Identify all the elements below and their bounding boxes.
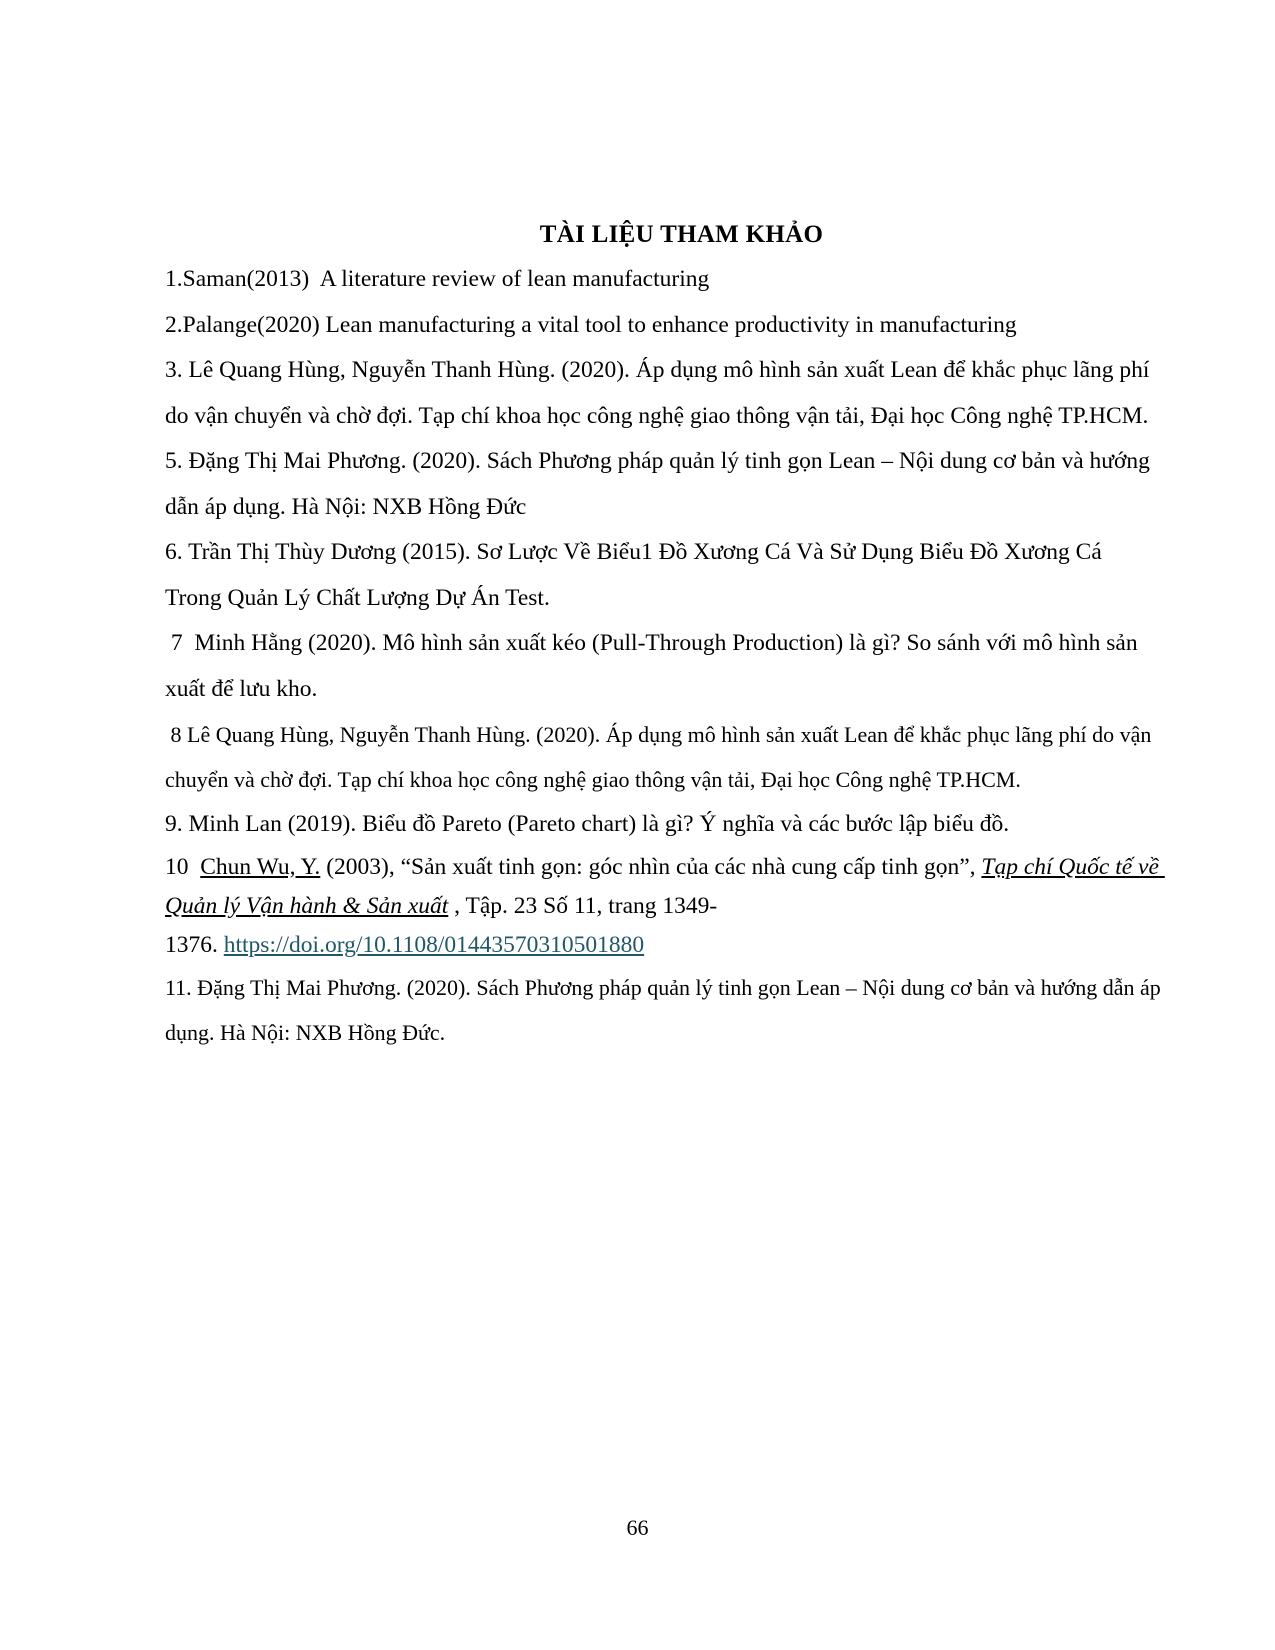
references-section [165,212,1167,1055]
reference-text: (2003), “Sản xuất tinh gọn: góc nhìn của các nhà cung cấp tinh gọn”, [320,853,982,880]
reference-item-8: 8 Lê Quang Hùng, Nguyễn Thanh Hùng. (2020). Áp dụng mô hình sản xuất Lean để khắc phục lãng phí do vận chuyển và chờ đợi. Tạp chí khoa học công nghệ giao thông vận tải, Đại học Công nghệ TP.HCM. [165,722,1157,792]
reference-item-6: 6. Trần Thị Thùy Dương (2015). Sơ Lược Về Biểu1 Đồ Xương Cá Và Sử Dụng Biểu Đồ Xương Cá Trong Quản Lý Chất Lượng Dự Án Test. [165,539,1108,611]
reference-item-11: 11. Đặng Thị Mai Phương. (2020). Sách Phương pháp quản lý tinh gọn Lean – Nội dung cơ bản và hướng dẫn áp dụng. Hà Nội: NXB Hồng Đức. [165,974,1167,1045]
reference-text: 1376. [165,931,224,958]
reference-item-7: 7 Minh Hằng (2020). Mô hình sản xuất kéo (Pull-Through Production) là gì? So sánh với mô hình sản xuất để lưu kho. [165,630,1144,702]
reference-item-9: 9. Minh Lan (2019). Biểu đồ Pareto (Pareto chart) là gì? Ý nghĩa và các bước lập biểu đồ. [165,811,1010,837]
doi-link[interactable]: https://doi.org/10.1108/01443570310501880 [223,931,645,958]
journal-title-link[interactable]: Tạp chí Quốc tế về Quản lý Vận hành & Sản xuất [165,853,1165,919]
reference-item-5: 5. Đặng Thị Mai Phương. (2020). Sách Phương pháp quản lý tinh gọn Lean – Nội dung cơ bản và hướng dẫn áp dụng. Hà Nội: NXB Hồng Đức [165,448,1156,520]
reference-text: , Tập. 23 Số 11, trang 1349- [448,892,718,919]
reference-number: 10 [165,853,201,880]
author-link[interactable]: Chun Wu, Y. [200,853,321,880]
page-number: 66 [626,1515,649,1540]
reference-item-2: 2.Palange(2020) Lean manufacturing a vital tool to enhance productivity in manufacturing [165,311,1017,338]
reference-item-1: 1.Saman(2013) A literature review of lean manufacturing [165,266,710,292]
reference-item-3: 3. Lê Quang Hùng, Nguyễn Thanh Hùng. (2020). Áp dụng mô hình sản xuất Lean để khắc phục lãng phí do vận chuyển và chờ đợi. Tạp chí khoa học công nghệ giao thông vận tải, Đại học Công nghệ TP.HCM. [165,357,1156,429]
reference-item-10 [165,848,1165,965]
page-title: TÀI LIỆU THAM KHẢO [539,221,824,248]
